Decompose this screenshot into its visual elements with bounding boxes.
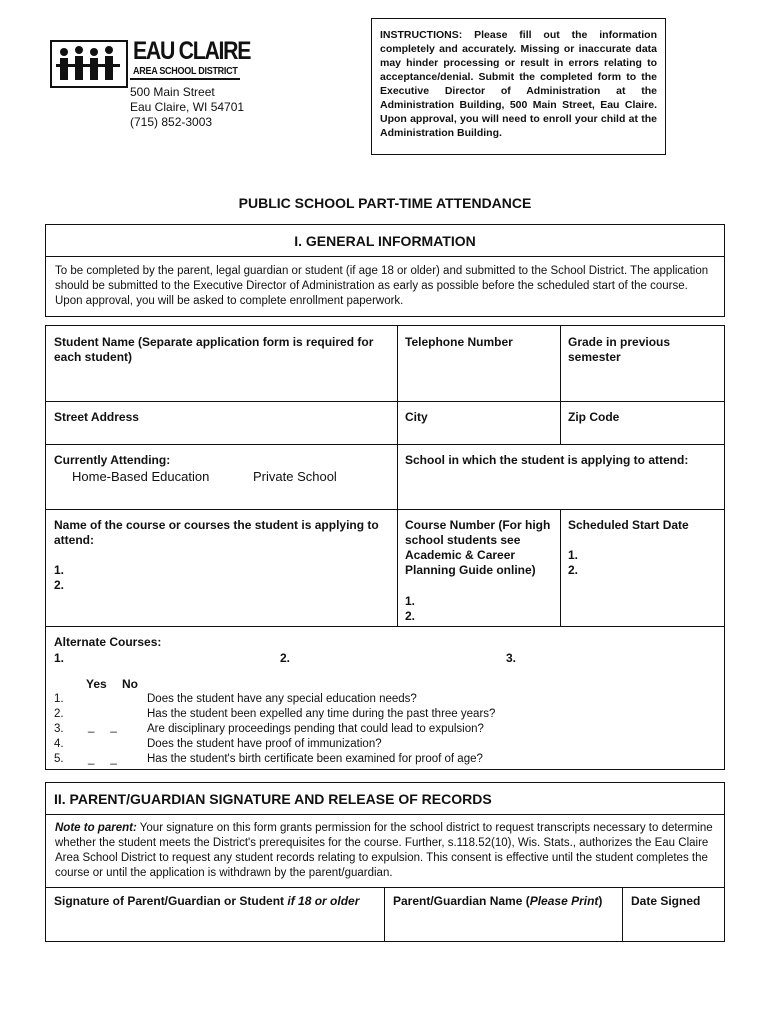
school-applying-field[interactable]: School in which the student is applying to attend:: [405, 453, 689, 467]
logo-rule: [130, 78, 240, 80]
question-checkbox-marks[interactable]: _ _: [88, 753, 117, 765]
row-divider: [46, 626, 724, 627]
guardian-name-field[interactable]: [393, 894, 602, 909]
row-divider: [46, 509, 724, 510]
address-city: Eau Claire, WI 54701: [130, 100, 245, 114]
row-divider: [46, 401, 724, 402]
col-divider: [397, 326, 398, 626]
section1-intro: To be completed by the parent, legal guardian or student (if age 18 or older) and submitted to the School District. The application should be submitted to the Executive Director of Administration as early as possible before the scheduled start of the course. Upon approval, you will be asked to complete enrollment paperwork.: [55, 265, 709, 307]
col-divider: [560, 509, 561, 626]
zip-field[interactable]: Zip Code: [568, 410, 620, 424]
col-divider: [560, 326, 561, 444]
course-names-field[interactable]: Name of the course or courses the student is applying to attend:: [54, 518, 379, 547]
col-divider: [622, 887, 623, 941]
start-date-1: 1.: [568, 548, 579, 562]
course-number-2: 2.: [405, 609, 416, 623]
logo-figures-icon: [52, 42, 126, 86]
no-column-header: No: [122, 677, 138, 691]
instructions-box: INSTRUCTIONS: Please fill out the information completely and accurately. Missing or inaccurate data may hinder processing or result in errors relating to acceptance/denial. Submit the completed form to the Executive Director of Administration at the Administration Building, 500 Main Street, Eau Claire. Upon approval, you will need to enroll your child at the Administration Building.: [371, 18, 666, 155]
logo-name: EAU CLAIRE: [133, 37, 251, 65]
question-text: Does the student have any special education needs?: [147, 693, 417, 705]
address-phone: (715) 852-3003: [130, 115, 213, 129]
question-number: 3.: [54, 723, 64, 735]
section1-heading: I. GENERAL INFORMATION: [46, 225, 724, 257]
section2-note: [46, 815, 724, 887]
signature-label-italic: if 18 or older: [287, 894, 360, 908]
section2-heading: II. PARENT/GUARDIAN SIGNATURE AND RELEASE OF RECORDS: [46, 783, 724, 815]
alternate-course-2[interactable]: 2.: [280, 651, 291, 665]
question-checkbox-marks[interactable]: _ _: [88, 721, 117, 733]
question-number: 4.: [54, 738, 64, 750]
guardian-name-label: Parent/Guardian Name (: [393, 894, 530, 908]
course-name-1: 1.: [54, 563, 65, 577]
district-logo: [50, 40, 128, 88]
student-name-field[interactable]: Student Name (Separate application form is required for each student): [54, 335, 374, 364]
city-field[interactable]: City: [405, 410, 428, 424]
course-number-1: 1.: [405, 594, 416, 608]
home-based-option[interactable]: Home-Based Education: [72, 469, 210, 484]
start-date-2: 2.: [568, 563, 579, 577]
guardian-name-italic: Please Print: [529, 894, 599, 908]
telephone-field[interactable]: Telephone Number: [405, 335, 513, 349]
street-address-field[interactable]: Street Address: [54, 410, 139, 424]
application-form-grid: [45, 325, 725, 770]
question-number: 1.: [54, 693, 64, 705]
signature-section: [45, 782, 725, 942]
form-title: PUBLIC SCHOOL PART-TIME ATTENDANCE: [238, 195, 532, 211]
question-text: Does the student have proof of immunization?: [147, 738, 382, 750]
logo-subtitle: AREA SCHOOL DISTRICT: [133, 66, 238, 77]
note-label: Note to parent:: [55, 822, 137, 834]
row-divider: [46, 444, 724, 445]
question-text: Has the student's birth certificate been examined for proof of age?: [147, 753, 483, 765]
address-street: 500 Main Street: [130, 85, 215, 99]
col-divider: [384, 887, 385, 941]
currently-attending-label: Currently Attending:: [54, 453, 171, 467]
grade-field[interactable]: Grade in previous semester: [568, 335, 671, 364]
question-text: Are disciplinary proceedings pending that could lead to expulsion?: [147, 723, 484, 735]
course-number-field[interactable]: Course Number (For high school students see Academic & Career Planning Guide online): [405, 518, 551, 577]
start-date-field[interactable]: Scheduled Start Date: [568, 518, 689, 532]
note-text: Your signature on this form grants permission for the school district to request transcripts necessary to determine whether the student meets the District's prerequisites for the course. Further, s.118.52(10), Wis. Stats., authorizes the Eau Claire Area School District to request any student records relating to expulsion. This consent is effective until the student completes the course or until the application is withdrawn by the parent/guardian.: [55, 822, 713, 879]
yes-column-header: Yes: [86, 677, 107, 691]
question-number: 2.: [54, 708, 64, 720]
date-signed-field[interactable]: Date Signed: [631, 894, 701, 908]
signature-label: Signature of Parent/Guardian or Student: [54, 894, 285, 908]
general-info-section: [45, 224, 725, 317]
question-text: Has the student been expelled any time during the past three years?: [147, 708, 496, 720]
private-school-option[interactable]: Private School: [253, 469, 337, 484]
alternate-course-1[interactable]: 1.: [54, 651, 65, 665]
guardian-name-close: ): [598, 894, 603, 908]
signature-field[interactable]: [54, 894, 359, 909]
course-name-2: 2.: [54, 578, 65, 592]
district-address: [130, 85, 244, 130]
question-number: 5.: [54, 753, 64, 765]
alternate-course-3[interactable]: 3.: [506, 651, 517, 665]
alternate-courses-label: Alternate Courses:: [54, 635, 162, 649]
